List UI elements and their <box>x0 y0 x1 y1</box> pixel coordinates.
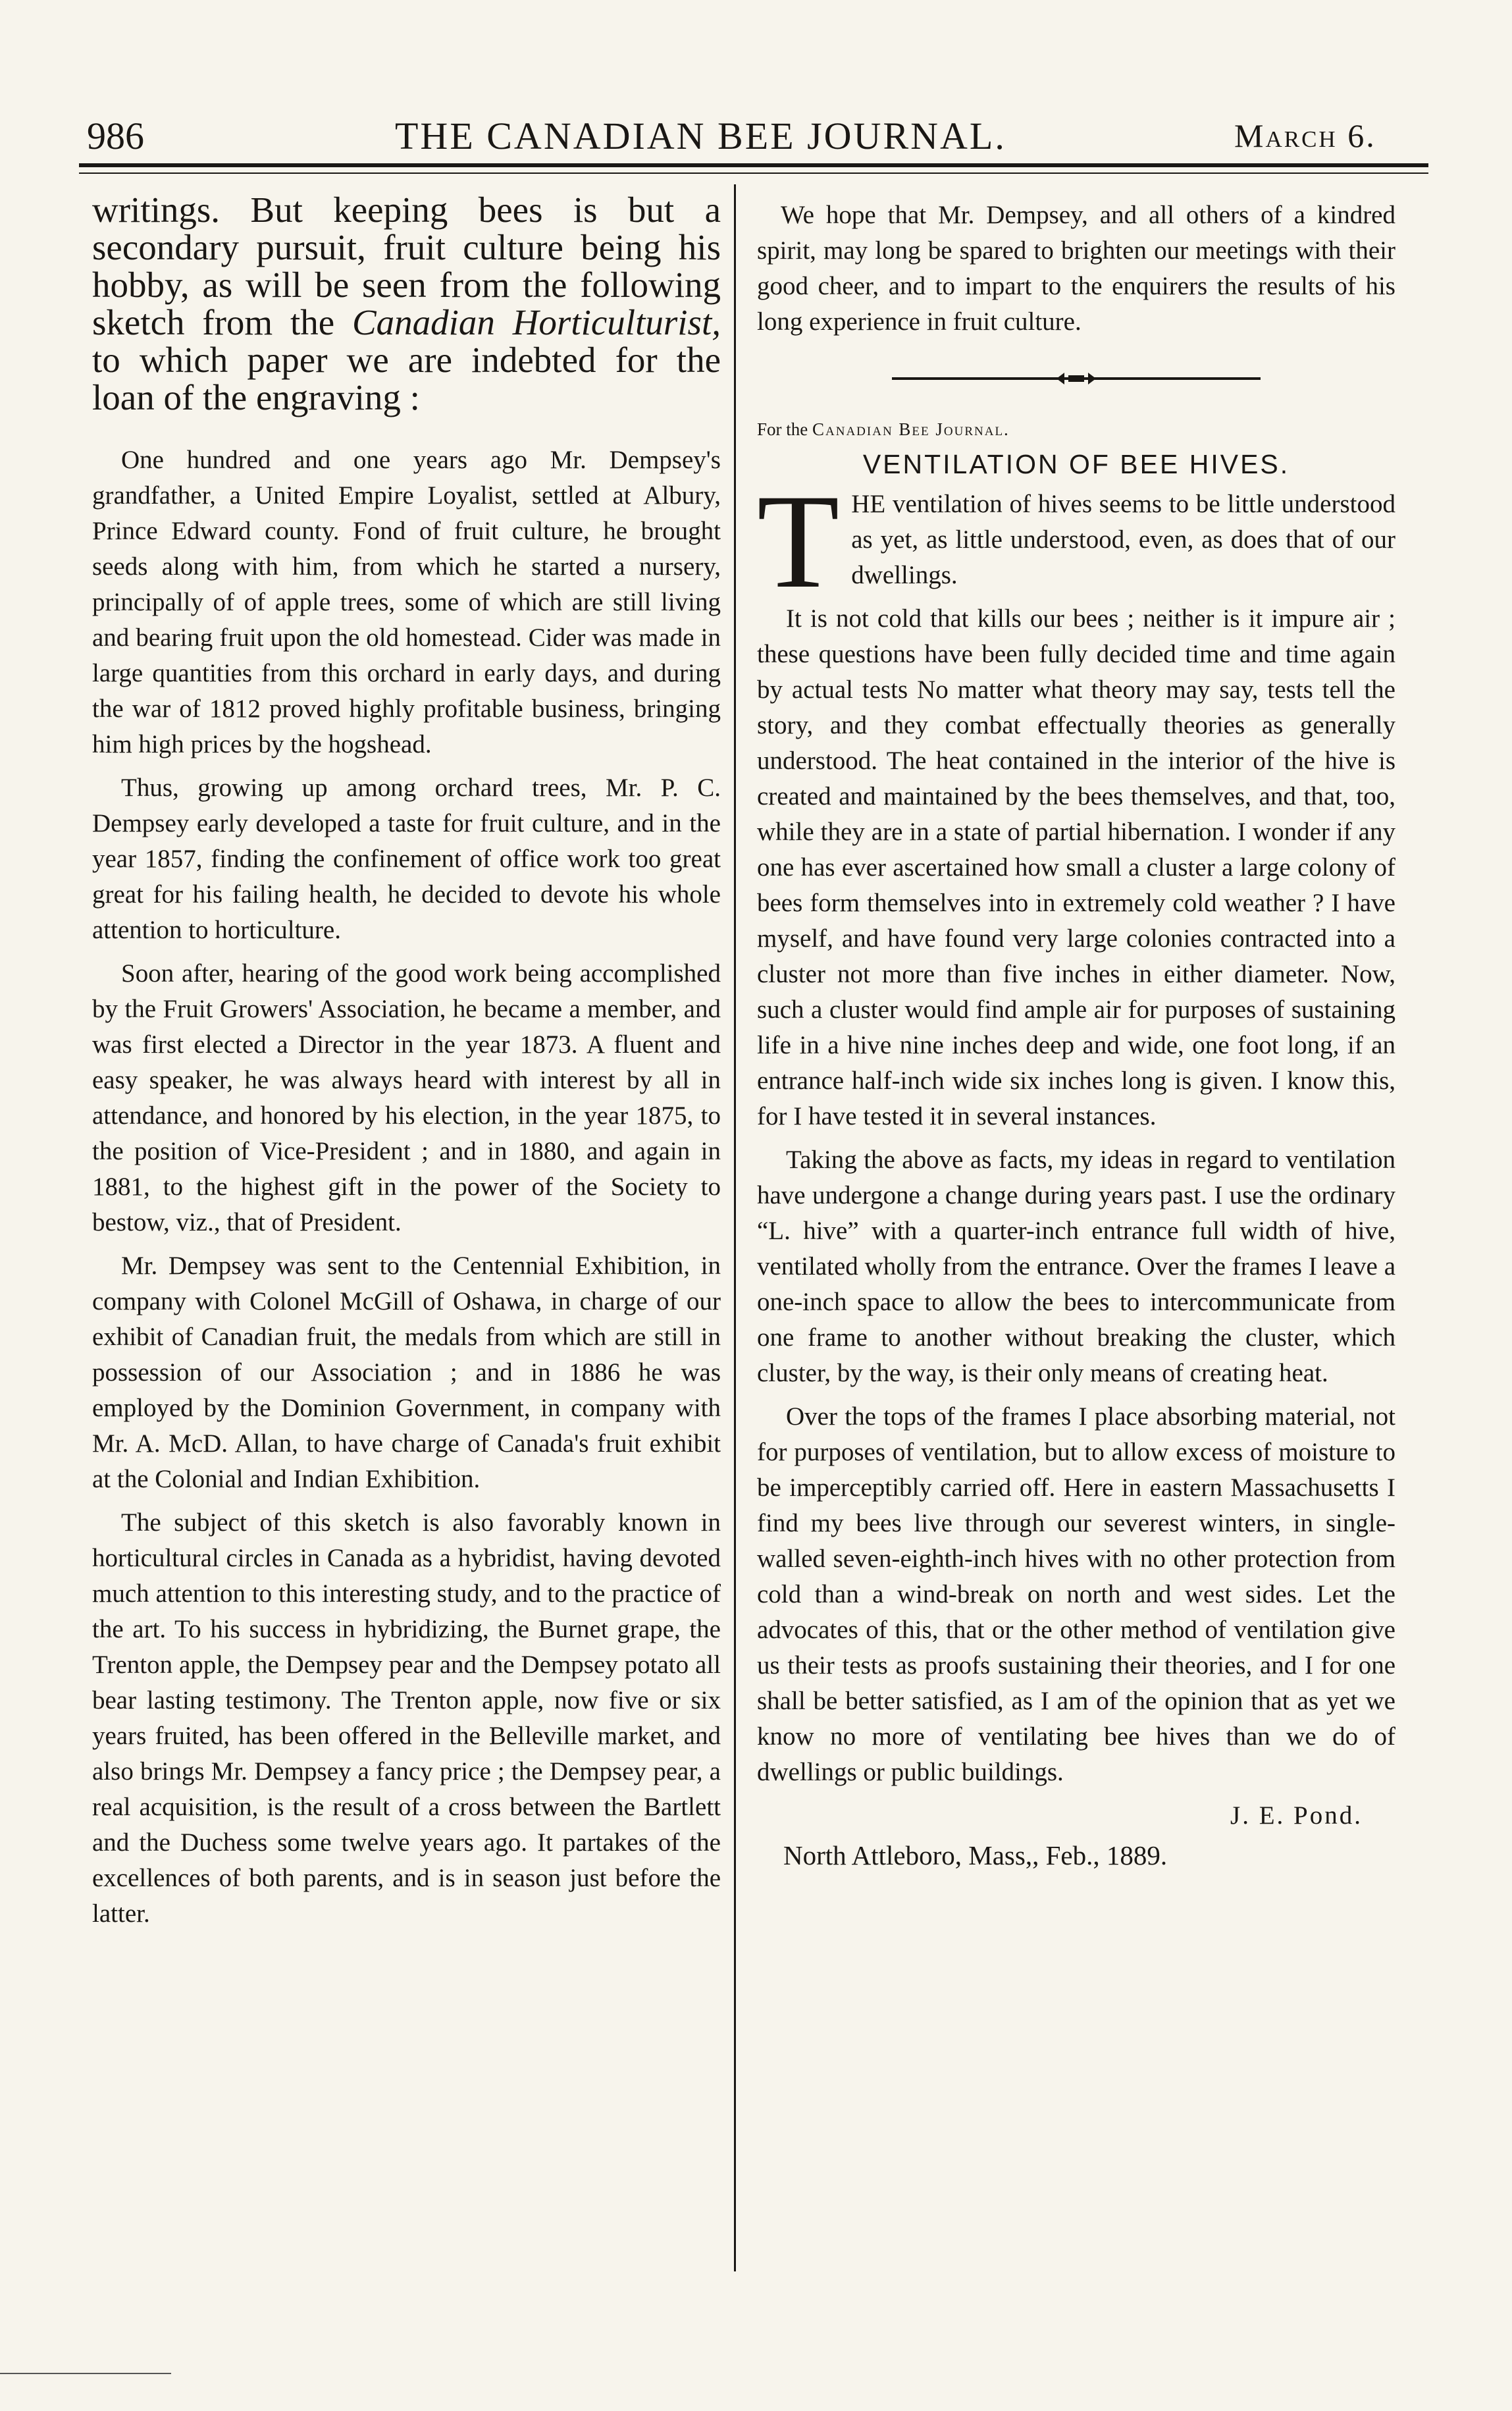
drop-cap: T <box>757 467 840 616</box>
paragraph: Thus, growing up among orchard trees, Mr. P. C. Dempsey early developed a taste for fruit culture, and in the year 1857, finding the confinement of office work too great great for his failing health, he decided to devote his whole attention to horticulture. <box>92 774 721 944</box>
right-column <box>757 191 1395 1873</box>
issue-date: March 6. <box>1234 117 1376 154</box>
page-header <box>79 109 1422 171</box>
dateline: North Attleboro, Mass,, Feb., 1889. <box>783 1840 1168 1870</box>
section-ornament <box>892 367 1261 390</box>
paragraph: Taking the above as facts, my ideas in regard to ventilation have undergone a change during years past. I use the ordinary “L. hive” with a quarter-inch entrance full width of hive, ventilated wholly from the entrance. Over the frames I leave a one-inch space to allow the bees to intercommunicate from one frame to another without breaking the cluster, which cluster, by the way, is their only means of creating heat. <box>757 1146 1395 1387</box>
paragraph: The subject of this sketch is also favorably known in horticultural circles in Canada as a hybridist, having devoted much attention to this interesting study, and to the practice of the art. To his success in hybridizing, the Burnet grape, the Trenton apple, the Dempsey pear and the Dempsey potato all bear lasting testimony. The Trenton apple, now five or six years fruited, has been offered in the Belleville market, and also brings Mr. Dempsey a fancy price ; the Dempsey pear, a real acquisition, is the result of a cross between the Bartlett and the Duchess some twelve years ago. It partakes of the excellences of both parents, and is in season just before the latter. <box>92 1508 721 1928</box>
first-paragraph: HE ventilation of hives seems to be little understood as yet, as little understood, even, as does that of our dwellings. <box>851 490 1395 589</box>
article-title: VENTILATION OF BEE HIVES. <box>862 449 1290 479</box>
source-prefix: For the <box>757 419 812 439</box>
paragraph: Mr. Dempsey was sent to the Centennial Exhibition, in company with Colonel McGill of Oshawa, in charge of our exhibit of Canadian fruit, the medals from which are still in possession of our Association ; and in 1886 he was employed by the Dominion Government, in company with Mr. A. McD. Allan, to have charge of Canada's fruit exhibit at the Colonial and Indian Exhibition. <box>92 1252 721 1493</box>
source-name: Canadian Bee Journal. <box>812 419 1010 439</box>
column-divider <box>734 184 736 2271</box>
paragraph: Over the tops of the frames I place absorbing material, not for purposes of ventilation, but to allow excess of moisture to be imperceptibly carried off. Here in eastern Massachusetts I find my bees live through our severest winters, in single-walled seven-eighth-inch hives with no other protection from cold than a wind-break on north and west sides. Let the advocates of this, that or the other method of ventilation give us their tests as proofs sustaining their theories, and I for one shall be better satisfied, as I am of the opinion that as yet we know no more of ventilating bee hives than we do of dwellings or public buildings. <box>757 1402 1395 1786</box>
intro-text-b: to which paper we are indebted for the loan of the engraving : <box>92 340 721 417</box>
journal-title: THE CANADIAN BEE JOURNAL. <box>395 115 1006 157</box>
header-rule <box>79 163 1428 167</box>
paragraph: It is not cold that kills our bees ; neither is it impure air ; these questions have been fully decided time and time again by actual tests No matter what theory may say, tests tell the story, and they combat effectually theories as generally understood. The heat contained in the interior of the hive is created and maintained by the bees themselves, and that, too, while they are in a state of partial hibernation. I wonder if any one has ever ascertained how small a cluster a large colony of bees form themselves into in extremely cold weather ? I have myself, and have found very large colonies contracted into a cluster not more than five inches in either diameter. Now, such a cluster would find ample air for purposes of sustaining life in a hive nine inches deep and wide, one foot long, if an entrance half-inch wide six inches long is given. I know this, for I have tested it in several instances. <box>757 604 1395 1130</box>
header-rule-thin <box>79 172 1428 174</box>
article-body <box>757 467 1395 1790</box>
closing-paragraph: We hope that Mr. Dempsey, and all others of a kindred spirit, may long be spared to brighten our meetings with their good cheer, and to impart to the enquirers the results of his long experience in fruit culture. <box>757 201 1395 336</box>
intro-paragraph <box>92 191 721 416</box>
paragraph: Soon after, hearing of the good work being accomplished by the Fruit Growers' Association, he became a member, and was first elected a Director in the year 1873. A fluent and easy speaker, he was always heard with interest by all in attendance, and honored by his election, in the year 1875, to the position of Vice-President ; and in 1880, and again in 1881, to the highest gift in the power of the Society to bestow, viz., that of President. <box>92 959 721 1236</box>
publication-name: Canadian Horticulturist, <box>352 302 721 342</box>
left-column <box>92 191 721 1940</box>
author-signature: J. E. Pond. <box>1230 1801 1363 1830</box>
footer-rule <box>0 2373 171 2374</box>
page-number: 986 <box>87 115 144 157</box>
source-credit <box>757 416 1395 442</box>
intro-text-a: writings. But keeping bees is but a secondary pursuit, fruit culture being his hobby, as will be seen from the following sketch from the <box>92 190 721 342</box>
paragraph: One hundred and one years ago Mr. Dempsey's grandfather, a United Empire Loyalist, settled at Albury, Prince Edward county. Fond of fruit culture, he brought seeds along with him, from which he started a nursery, principally of of apple trees, some of which are still living and bearing fruit upon the old homestead. Cider was made in large quantities from this orchard in early days, and during the war of 1812 proved highly profitable business, bringing him high prices by the hogshead. <box>92 446 721 758</box>
